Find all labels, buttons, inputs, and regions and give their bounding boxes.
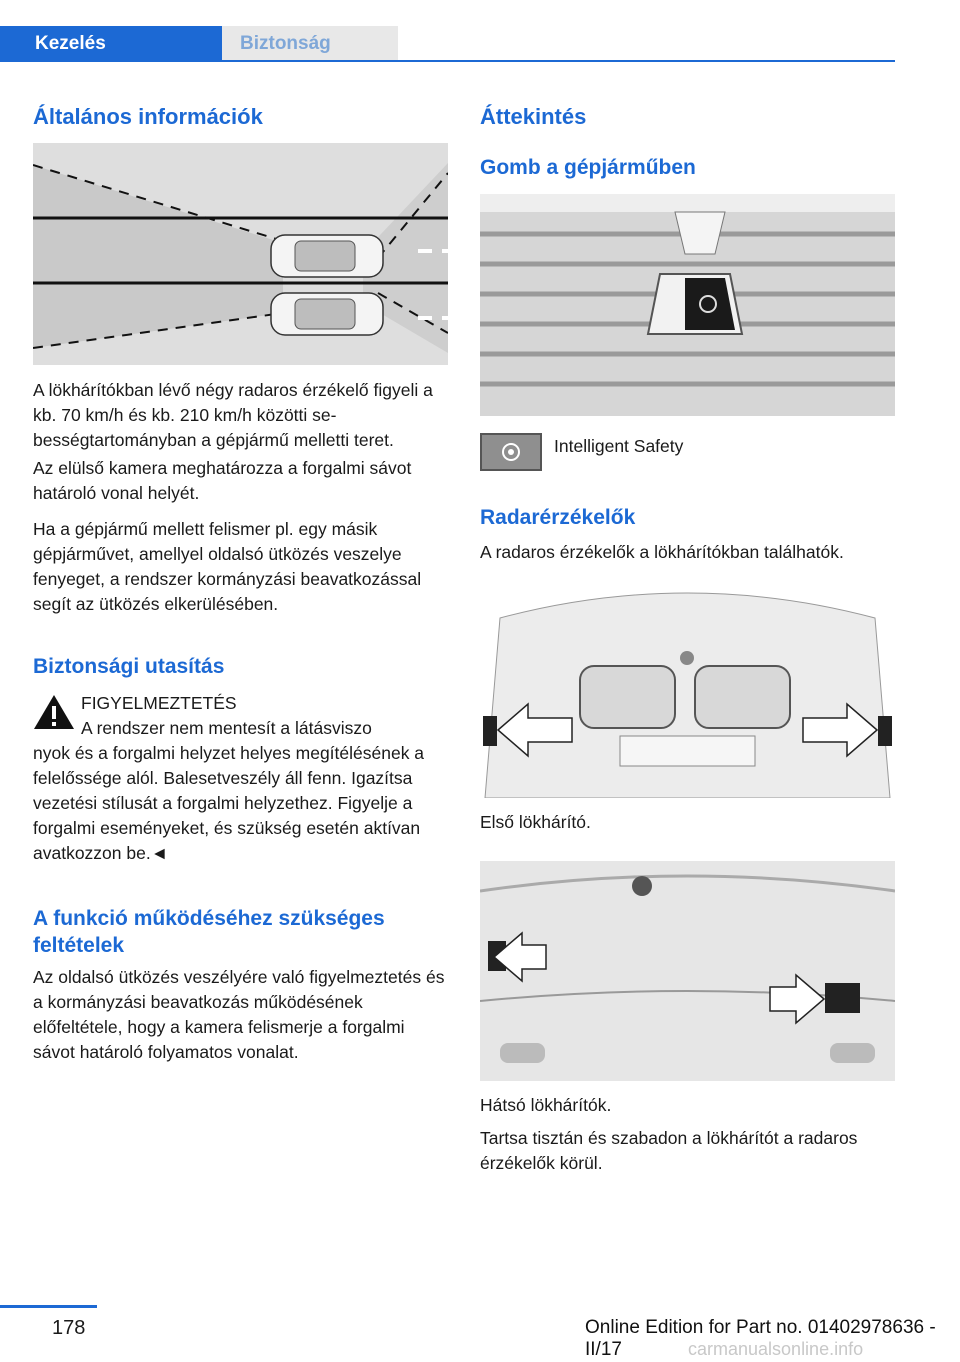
watermark: carmanualsonline.info	[688, 1339, 864, 1359]
header-tabs	[0, 26, 398, 62]
heading-general-info: Általános információk	[33, 104, 263, 129]
para-keep-clean: Tartsa tisztán és szabadon a lökhárítót a radaros érzékelők körül.	[480, 1128, 858, 1173]
warning-text: nyok és a forgalmi helyzet helyes megítélésének a felelőssége alól. Balesetveszély áll fenn. Igazítsa vezetési stílusát a forgalmi helyzethez. Figyelje a forgalmi eseményeket, és szükség esetén aktívan avatkozzon be.◄	[33, 743, 425, 863]
car-lower	[271, 293, 383, 335]
header-rule	[0, 60, 895, 62]
warning-icon	[33, 693, 75, 731]
lane-diagram-svg	[33, 143, 448, 365]
para-intervention: Ha a gépjármű mellett felismer pl. egy másik gépjárművet, amellyel oldalsó ütközés veszelye fenyeget, a rendszer kormányzási beavatkozással segít az ütközés elkerülésében.	[33, 519, 422, 614]
para-camera: Az elülső kamera meghatározza a forgalmi sávot határoló vonal helyét.	[33, 458, 412, 503]
heading-safety: Biztonsági utasítás	[33, 655, 225, 678]
para-requirements: Az oldalsó ütközés veszélyére való figyelmeztetés és a kormányzási beavatkozás működésének előfeltétele, hogy a kamera felismerje a forgalmi sávot határoló folyamatos vonalat.	[33, 967, 445, 1062]
tab-kezeles[interactable]: Kezelés	[0, 26, 222, 62]
car-upper	[271, 235, 383, 277]
heading-requirements: A funkció működéséhez szükséges feltételek	[33, 907, 385, 957]
edition-label: Online Edition for Part no. 01402978636 - II/17	[585, 1317, 936, 1360]
heading-overview: Áttekintés	[480, 104, 587, 129]
caption-rear-bumpers: Hátsó lökhárítók.	[480, 1095, 612, 1115]
warning-title: FIGYELMEZTETÉS	[81, 693, 237, 713]
tab-biztonsag[interactable]: Biztonság	[222, 26, 398, 62]
caption-front-bumper: Első lökhárító.	[480, 812, 591, 832]
footer-rule	[0, 1305, 97, 1308]
lane-diagram	[33, 143, 448, 365]
rear-bumper-photo	[480, 861, 895, 1081]
para-radar-monitoring: A lökhárítókban lévő négy radaros érzékelő figyeli a kb. 70 km/h és kb. 210 km/h közötti sebességtartományban a gépjármű melletti teret.	[33, 380, 433, 450]
page-number: 178	[52, 1317, 86, 1339]
heading-radar-sensors: Radarérzékelők	[480, 506, 636, 529]
warning-text-first-line: A rendszer nem mentesít a látásviszo	[81, 718, 372, 738]
front-bumper-photo	[480, 578, 895, 798]
grille-photo	[480, 194, 895, 416]
intelligent-safety-button-icon	[480, 433, 542, 471]
button-label: Intelligent Safety	[554, 436, 684, 456]
para-radar-location: A radaros érzékelők a lökhárítókban találhatók.	[480, 542, 844, 562]
heading-button: Gomb a gépjárműben	[480, 156, 696, 179]
